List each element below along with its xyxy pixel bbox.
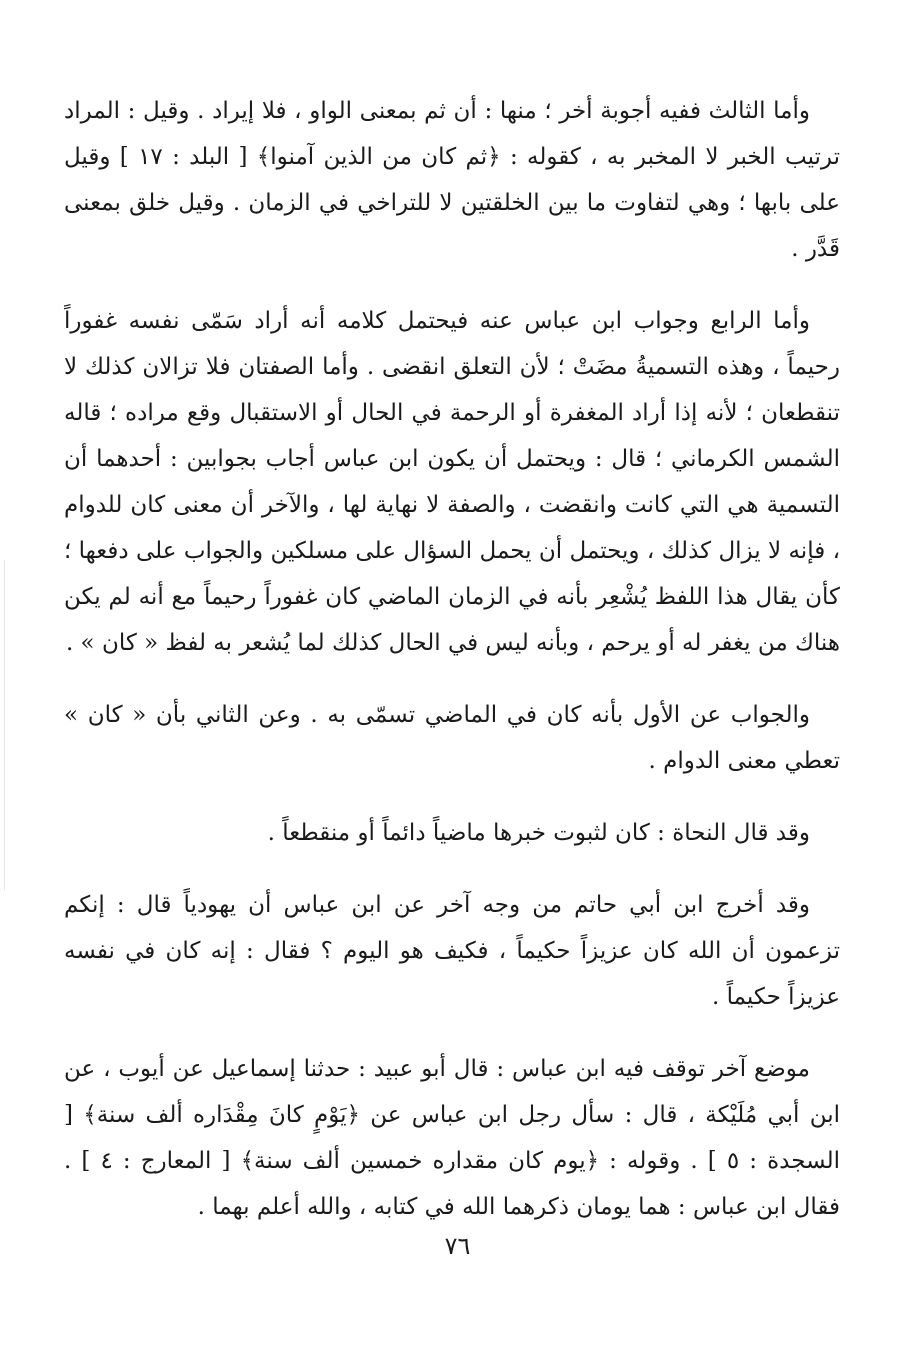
paragraph-ibn-abi-hatim: وقد أخرج ابن أبي حاتم من وجه آخر عن ابن عباس أن يهودياً قال : إنكم تزعمون أن الله كان عزيزاً حكيماً ، فكيف هو اليوم ؟ فقال : إنه كان في نفسه عزيزاً حكيماً .	[64, 892, 840, 1010]
paragraph-grammarians: وقد قال النحاة : كان لثبوت خبرها ماضياً دائماً أو منقطعاً .	[267, 820, 810, 846]
paragraph-reply-first-second: والجواب عن الأول بأنه كان في الماضي تسمّى به . وعن الثاني بأن « كان » تعطي معنى الدوام .	[64, 702, 840, 774]
page-edge-shadow	[4, 560, 5, 890]
page-number: ٧٦	[444, 1232, 471, 1260]
page-body	[64, 88, 840, 1256]
paragraph-another-place: موضع آخر توقف فيه ابن عباس : قال أبو عبيد : حدثنا إسماعيل عن أيوب ، عن ابن أبي مُلَيْكة ، قال : سأل رجل ابن عباس عن ﴿يَوْمٍ كانَ مِقْدَاره ألف سنة﴾ [ السجدة : ٥ ] . وقوله : ﴿يوم كان مقداره خمسين ألف سنة﴾ [ المعارج : ٤ ] . فقال ابن عباس : هما يومان ذكرهما الله في كتابه ، والله أعلم بهما .	[64, 1056, 840, 1220]
paragraph-third-answer: وأما الثالث ففيه أجوبة أخر ؛ منها : أن ثم بمعنى الواو ، فلا إيراد . وقيل : المراد ترتيب الخبر لا المخبر به ، كقوله : ﴿ثم كان من الذين آمنوا﴾ [ البلد : ١٧ ] وقيل على بابها ؛ وهي لتفاوت ما بين الخلقتين لا للتراخي في الزمان . وقيل خلق بمعنى قَدَّر .	[64, 98, 840, 262]
paragraph-fourth-answer: وأما الرابع وجواب ابن عباس عنه فيحتمل كلامه أنه أراد سَمّى نفسه غفوراً رحيماً ، وهذه التسميةُ مضَتْ ؛ لأن التعلق انقضى . وأما الصفتان فلا تزالان كذلك لا تنقطعان ؛ لأنه إذا أراد المغفرة أو الرحمة في الحال أو الاستقبال وقع مراده ؛ قاله الشمس الكرماني ؛ قال : ويحتمل أن يكون ابن عباس أجاب بجوابين : أحدهما أن التسمية هي التي كانت وانقضت ، والصفة لا نهاية لها ، والآخر أن معنى كان للدوام ، فإنه لا يزال كذلك ، ويحتمل أن يحمل السؤال على مسلكين والجواب على دفعها ؛ كأن يقال هذا اللفظ يُشْعِر بأنه في الزمان الماضي كان غفوراً رحيماً مع أنه لم يكن هناك من يغفر له أو يرحم ، وبأنه ليس في الحال كذلك لما يُشعر به لفظ « كان » .	[64, 308, 840, 656]
